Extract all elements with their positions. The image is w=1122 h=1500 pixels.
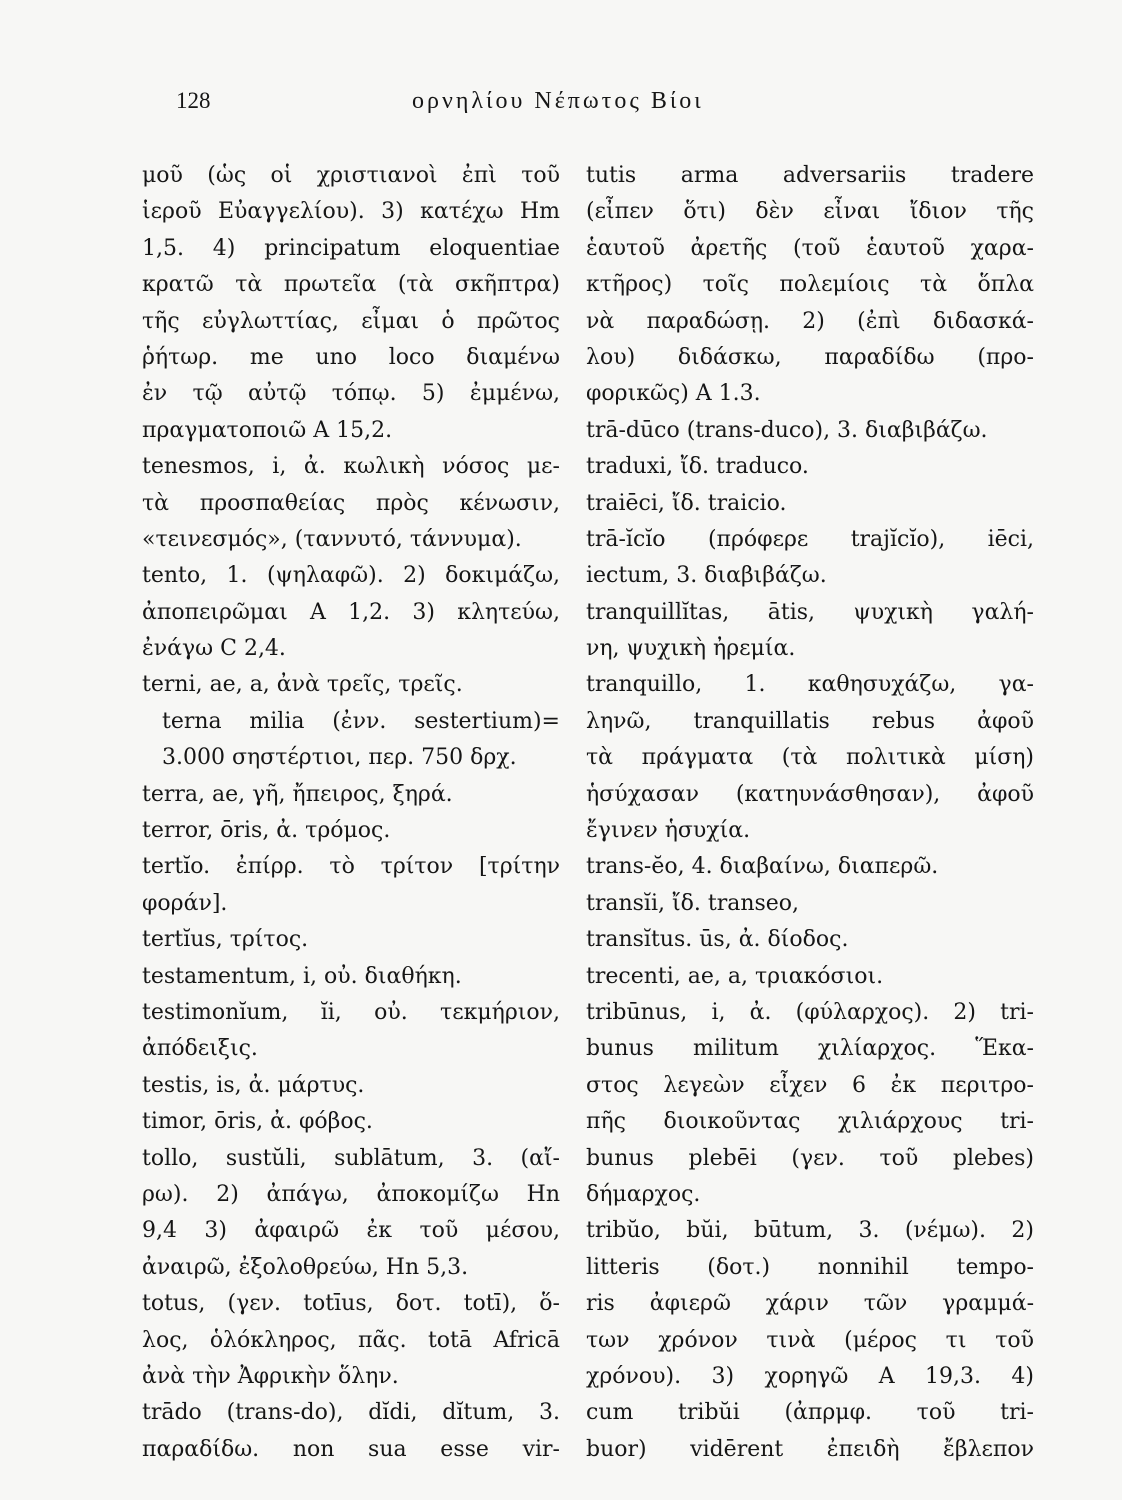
text-line: trecenti, ae, a, τριακόσιοι. — [586, 963, 884, 989]
text-line: tribŭo, bŭi, būtum, 3. (νέμω). 2) — [586, 1218, 1034, 1244]
text-line: tertĭus, τρίτος. — [142, 927, 309, 953]
text-line: terna milia (ἐνν. sestertium)= — [162, 708, 560, 734]
right-column — [586, 158, 1034, 1468]
text-line: (εἶπεν ὅτι) δὲν εἶναι ἴδιον τῆς — [586, 199, 1034, 225]
text-line: παραδίδω. non sua esse vir- — [142, 1436, 560, 1462]
text-line: ἀπόδειξις. — [142, 1036, 258, 1062]
text-line: ris ἀφιερῶ χάριν τῶν γραμμά- — [586, 1291, 1034, 1317]
text-line: ἑαυτοῦ ἀρετῆς (τοῦ ἑαυτοῦ χαρα- — [586, 235, 1034, 261]
text-line: χρόνου). 3) χορηγῶ A 19,3. 4) — [586, 1363, 1034, 1389]
text-line: trādo (trans-do), dĭdi, dĭtum, 3. — [142, 1400, 560, 1426]
text-line: terra, ae, γῆ, ἤπειρος, ξηρά. — [142, 781, 453, 807]
text-line: litteris (δοτ.) nonnihil tempo- — [586, 1254, 1034, 1280]
text-line: cum tribŭi (ἀπρμφ. τοῦ tri- — [586, 1400, 1034, 1426]
text-line: 3.000 σηστέρτιοι, περ. 750 δρχ. — [162, 745, 517, 771]
text-line: transĭtus. ūs, ἀ. δίοδος. — [586, 927, 849, 953]
text-line: tollo, sustŭli, sublātum, 3. (αἴ- — [142, 1145, 560, 1171]
text-line: bunus militum χιλίαρχος. Ἕκα- — [586, 1036, 1034, 1062]
text-line: 1,5. 4) principatum eloquentiae — [142, 235, 560, 261]
text-line: νη, ψυχικὴ ἠρεμία. — [586, 636, 796, 662]
text-line: φοράν]. — [142, 890, 228, 916]
text-line: πραγματοποιῶ A 15,2. — [142, 417, 393, 443]
page-number: 128 — [176, 88, 211, 113]
text-line: trā-dūco (trans-duco), 3. διαβιβάζω. — [586, 417, 988, 443]
text-line: 9,4 3) ἀφαιρῶ ἐκ τοῦ μέσου, — [142, 1218, 560, 1244]
text-line: μοῦ (ὡς οἱ χριστιανοὶ ἐπὶ τοῦ — [142, 163, 560, 188]
text-line: τὰ πράγματα (τὰ πολιτικὰ μίση) — [586, 745, 1034, 771]
text-line: bunus plebēi (γεν. τοῦ plebes) — [586, 1145, 1034, 1171]
text-line: ἔγινεν ἡσυχία. — [586, 818, 751, 844]
text-line: ἡσύχασαν (κατηυνάσθησαν), ἀφοῦ — [586, 781, 1034, 807]
text-line: τῆς εὐγλωττίας, εἶμαι ὁ πρῶτος — [142, 308, 560, 334]
text-line: ἐνάγω C 2,4. — [142, 636, 286, 662]
text-line: trā-ĭcĭo (πρόφερε trajĭcĭo), iēci, — [586, 526, 1034, 552]
text-line: λου) διδάσκω, παραδίδω (προ- — [586, 344, 1034, 370]
text-line: κτῆρος) τοῖς πολεμίοις τὰ ὅπλα — [586, 272, 1034, 298]
text-line: testamentum, i, οὐ. διαθήκη. — [142, 963, 462, 989]
text-line: φορικῶς) A 1.3. — [586, 381, 761, 407]
text-line: στος λεγεὼν εἶχεν 6 ἐκ περιτρο- — [586, 1072, 1034, 1098]
text-line: tranquillo, 1. καθησυχάζω, γα- — [586, 672, 1034, 698]
text-line: ρω). 2) ἀπάγω, ἀποκομίζω Hn — [142, 1181, 560, 1207]
text-line: των χρόνον τινὰ (μέρος τι τοῦ — [586, 1327, 1034, 1353]
text-line: trans-ĕo, 4. διαβαίνω, διαπερῶ. — [586, 854, 939, 880]
text-line: ἱεροῦ Εὐαγγελίου). 3) κατέχω Hm — [142, 199, 560, 225]
left-column — [142, 158, 560, 1468]
text-line: πῆς διοικοῦντας χιλιάρχους tri- — [586, 1109, 1034, 1135]
text-line: τὰ προσπαθείας πρὸς κένωσιν, — [142, 490, 560, 516]
text-line: transĭi, ἴδ. transeo, — [586, 890, 800, 916]
text-line: «τεινεσμός», (ταννυτό, τάννυμα). — [142, 526, 522, 552]
page-header — [176, 88, 1036, 124]
text-line: ἀναιρῶ, ἐξολοθρεύω, Hn 5,3. — [142, 1254, 469, 1280]
running-title: ορνηλίου Νέπωτος Βίοι — [412, 88, 704, 114]
text-line: iectum, 3. διαβιβάζω. — [586, 563, 827, 589]
text-line: tutis arma adversariis tradere — [586, 163, 1034, 188]
text-line: ἀνὰ τὴν Ἀφρικὴν ὅλην. — [142, 1363, 399, 1389]
text-line: testimonĭum, ĭi, οὐ. τεκμήριον, — [142, 999, 560, 1025]
text-line: λος, ὁλόκληρος, πᾶς. totā Africā — [142, 1327, 560, 1353]
text-line: κρατῶ τὰ πρωτεῖα (τὰ σκῆπτρα) — [142, 272, 560, 298]
text-line: terror, ōris, ἀ. τρόμος. — [142, 818, 391, 844]
text-line: tento, 1. (ψηλαφῶ). 2) δοκιμάζω, — [142, 563, 560, 589]
text-line: traduxi, ἴδ. traduco. — [586, 454, 809, 480]
text-line: tenesmos, i, ἀ. κωλικὴ νόσος με- — [142, 454, 560, 480]
text-line: ἐν τῷ αὐτῷ τόπῳ. 5) ἐμμένω, — [142, 381, 560, 407]
text-line: tranquillĭtas, ātis, ψυχικὴ γαλή- — [586, 599, 1034, 625]
text-line: tribūnus, i, ἀ. (φύλαρχος). 2) tri- — [586, 999, 1034, 1025]
text-line: ῥήτωρ. me uno loco διαμένω — [142, 344, 560, 370]
text-line: totus, (γεν. totīus, δοτ. totī), ὅ- — [142, 1291, 560, 1317]
text-line: buor) vidērent ἐπειδὴ ἔβλεπον — [586, 1436, 1034, 1462]
text-line: tertĭo. ἐπίρρ. τὸ τρίτον [τρίτην — [142, 854, 560, 880]
text-line: testis, is, ἀ. μάρτυς. — [142, 1072, 365, 1098]
text-line: δήμαρχος. — [586, 1181, 701, 1207]
text-line: ληνῶ, tranquillatis rebus ἀφοῦ — [586, 708, 1034, 734]
text-line: traiēci, ἴδ. traicio. — [586, 490, 787, 516]
text-line: terni, ae, a, ἀνὰ τρεῖς, τρεῖς. — [142, 672, 463, 698]
text-line: ἀποπειρῶμαι A 1,2. 3) κλητεύω, — [142, 599, 560, 625]
text-line: νὰ παραδώσῃ. 2) (ἐπὶ διδασκά- — [586, 308, 1034, 334]
text-line: timor, ōris, ἀ. φόβος. — [142, 1109, 373, 1135]
